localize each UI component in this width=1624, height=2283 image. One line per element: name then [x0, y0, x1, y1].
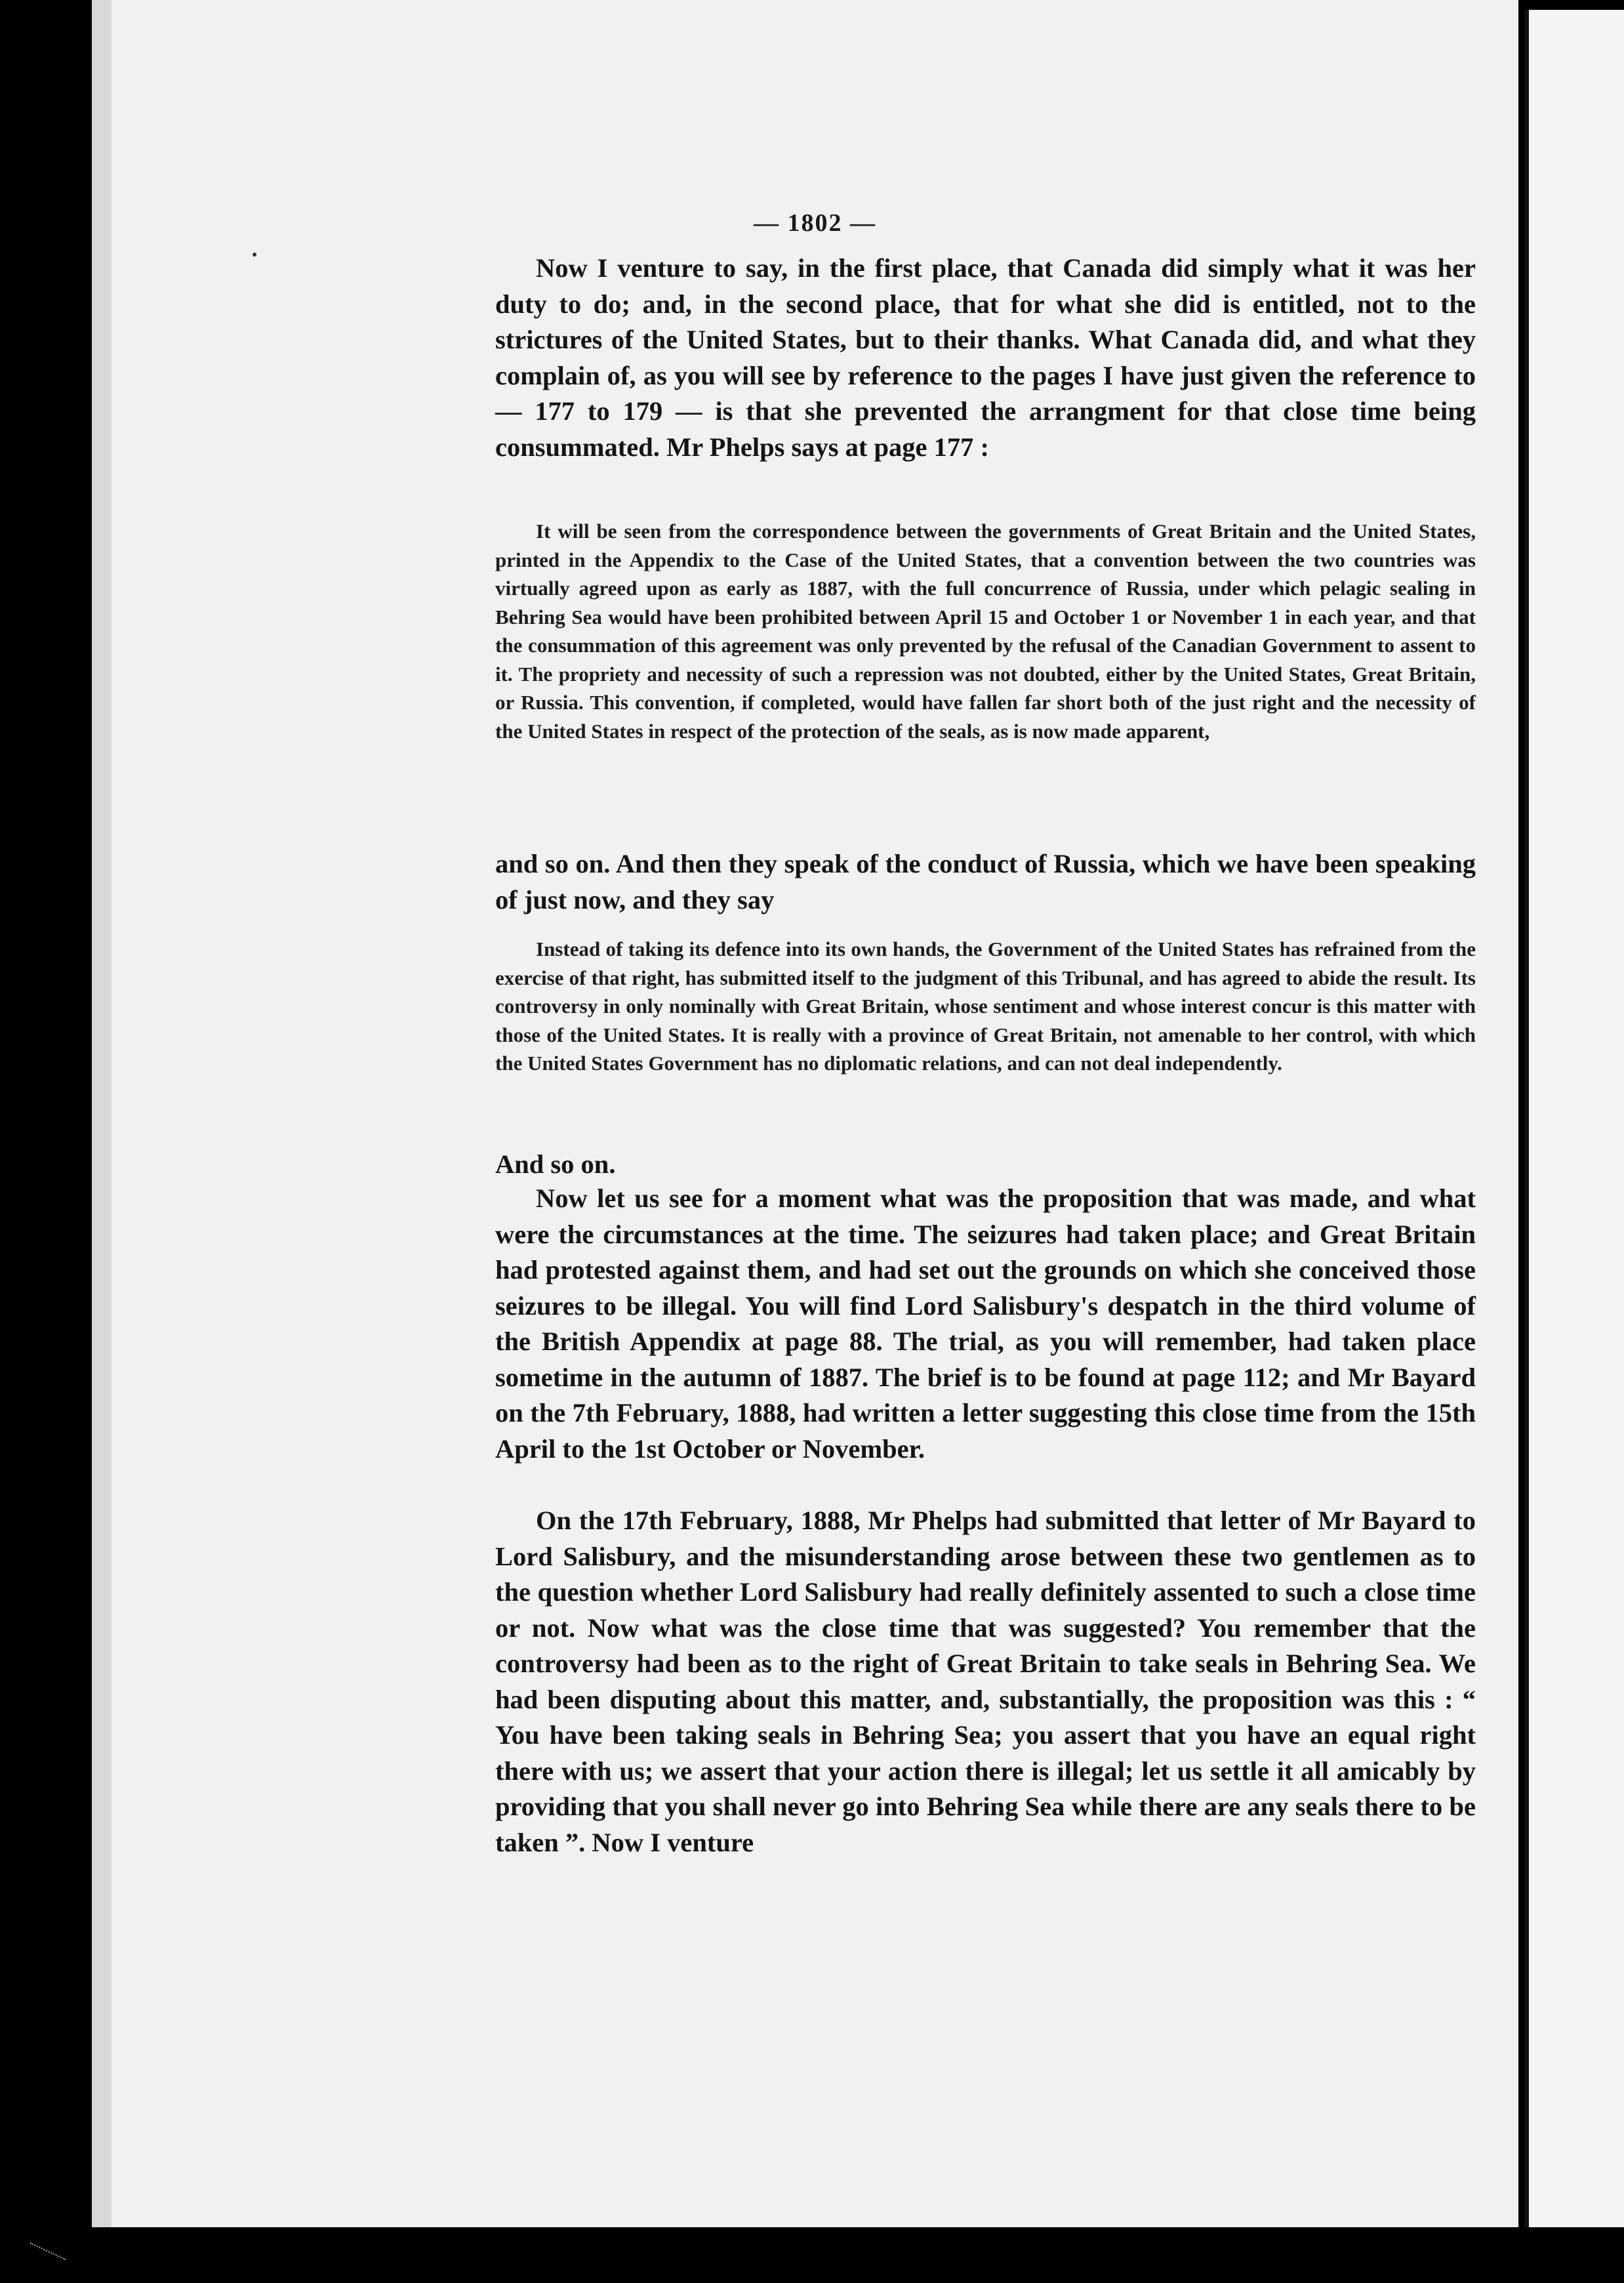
block-quote-government: Instead of taking its defence into its own hands, the Government of the United States has refrained from the exercise of that right, has submitted itself to the judgment of this Tribunal, and has agreed to abide the result. Its controversy in only nominally with Great Britain, whose sentiment and whose interest concur is this matter with those of the United States. It is really with a province of Great Britain, not amenable to her control, with which the United States Government has no diplomatic relations, and can not deal independently.	[495, 937, 1476, 1075]
ink-speck	[253, 253, 256, 257]
paragraph-proposition: Now let us see for a moment what was the proposition that was made, and what were the circumstances at the time. The seizures had taken place; and Great Britain had protested against them, and had set out the grounds on which she conceived those seizures to be illegal. You will find Lord Salisbury's despatch in the third volume of the British Appendix at page 88. The trial, as you will remember, had taken place sometime in the autumn of 1887. The brief is to be found at page 112; and Mr Bayard on the 7th February, 1888, had written a letter suggesting this close time from the 15th April to the 1st October or November.	[495, 1183, 1476, 1464]
paragraph-misunderstanding: On the 17th February, 1888, Mr Phelps had submitted that letter of Mr Bayard to Lord Salisbury, and the misunderstanding arose between these two gentlemen as to the question whether Lord Salisbury had really definitely assented to such a close time or not. Now what was the close time that was suggested? You remember that the controversy had been as to the right of Great Britain to take seals in Behring Sea. We had been disputing about this matter, and, substantially, the proposition was this : “ You have been taking seals in Behring Sea; you assert that you have an equal right there with us; we assert that your action there is illegal; let us settle it all amicably by providing that you shall never go into Behring Sea while there are any seals there to be taken ”. Now I venture	[495, 1506, 1476, 1857]
page-number-header: — 1802 —	[754, 209, 876, 237]
book-page	[112, 0, 1518, 2227]
paragraph-canada-duty: Now I venture to say, in the first place, that Canada did simply what it was her duty to do; and, in the second place, that for what she did is entitled, not to the strictures of the United States, but to their thanks. What Canada did, and what they complain of, as you will see by reference to the pages I have just given the reference to — 177 to 179 — is that she prevented the arrangment for that close time being consummated. Mr Phelps says at page 177 :	[495, 253, 1476, 462]
scan-artifact	[26, 2242, 66, 2269]
paragraph-and-so-on: and so on. And then they speak of the conduct of Russia, which we have been speaking of just now, and they say	[495, 849, 1476, 915]
paragraph-and-so-on-short: And so on.	[495, 1149, 616, 1179]
page-stack-edge	[92, 0, 112, 2227]
facing-page-edge	[1525, 10, 1624, 2227]
block-quote-phelps: It will be seen from the correspondence between the governments of Great Britain and the United States, printed in the Appendix to the Case of the United States, that a convention between the two countries was virtually agreed upon as early as 1887, with the full concurrence of Russia, under which pelagic sealing in Behring Sea would have been prohibited between April 15 and October 1 or November 1 in each year, and that the consummation of this agreement was only prevented by the refusal of the Canadian Government to assent to it. The propriety and necessity of such a repression was not doubted, either by the United States, Great Britain, or Russia. This convention, if completed, would have fallen far short both of the just right and the necessity of the United States in respect of the protection of the seals, as is now made apparent,	[495, 520, 1476, 743]
